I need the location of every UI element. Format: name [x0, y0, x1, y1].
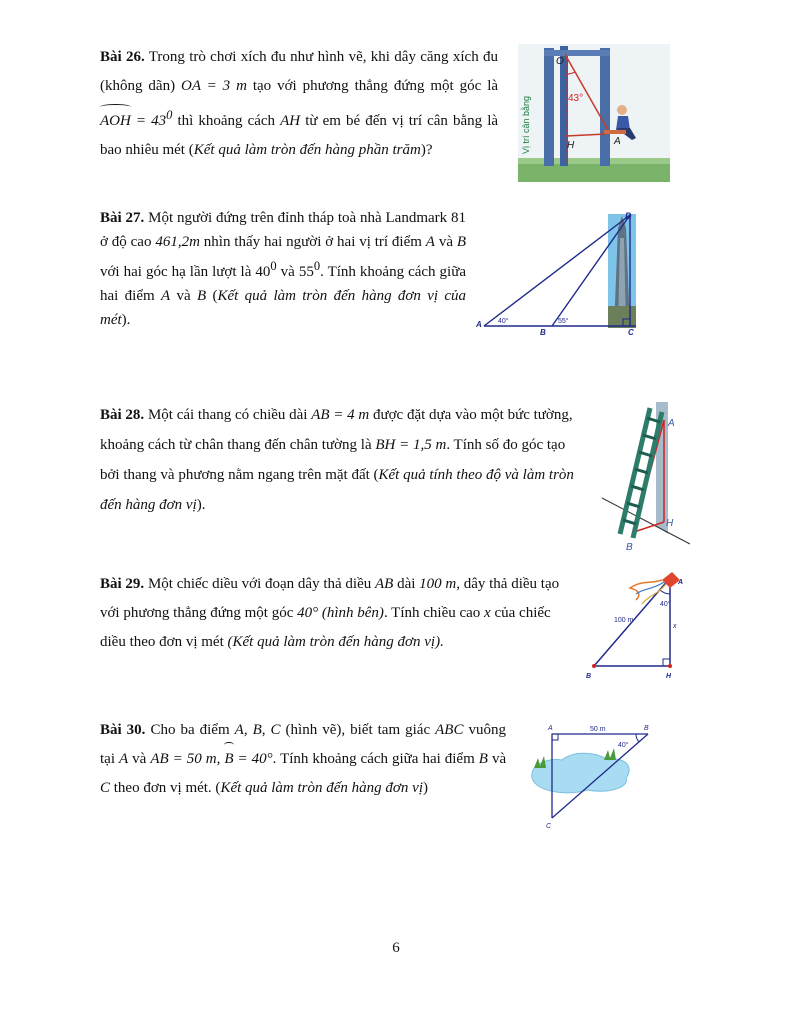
kite-angle: 40° [660, 601, 671, 608]
problem-30-hint: Kết quả làm tròn đến hàng đơn vị [220, 780, 424, 796]
kite-label-h: H [666, 673, 672, 680]
math-ab-50m: AB = 50 m, [150, 751, 221, 767]
swing-label-o: O [556, 56, 564, 67]
problem-28-hint: Kết quả tính theo độ và làm tròn đến hàng đơn vị [100, 467, 574, 513]
math-height: 461,2m [155, 234, 200, 250]
problem-27-title: Bài 27. [100, 210, 145, 226]
grass-right [604, 748, 616, 760]
problem-27-text: Bài 27. Một người đứng trên đỉnh tháp toà nhà Landmark 81 ở độ cao 461,2m nhìn thấy hai người ở hai vị trí điểm A và B với hai góc hạ lần lượt là $40^0$ và $55^0$. Tính khoảng cách giữa hai điểm A và B (Kết quả làm tròn đến hàng đơn vị của mét). [100, 210, 467, 328]
figure-lake [526, 720, 662, 832]
tower-angle-b: 55° [558, 318, 569, 325]
tower-label-b: B [540, 328, 546, 337]
child-head [617, 105, 627, 115]
problem-26-text: Bài 26. Trong trò chơi xích đu như hình vẽ, khi dây căng xích đu (không dãn) OA = 3 m tạo với phương thẳng đứng một góc là AOH = $43^0$ thì khoảng cách AH từ em bé đến vị trí cân bằng là bao nhiêu mét (Kết quả làm tròn đến hàng phần trăm)? [100, 49, 499, 158]
figure-tower [474, 208, 650, 340]
problem-30-text: Bài 30. Cho ba điểm A, B, C (hình vẽ), biết tam giác ABC vuông tại A và AB = 50 m, B = 40°. Tính khoảng cách giữa hai điểm B và C theo đơn vị mét. (Kết quả làm tròn đến hàng đơn vị) [100, 722, 507, 796]
math-oa: OA = 3 m [181, 78, 247, 94]
lake-length: 50 m [590, 726, 606, 733]
tower-label-d: D [625, 211, 632, 221]
tower-angle-a: 40° [498, 318, 509, 325]
swing-label-h: H [567, 140, 575, 151]
problem-26-hint: Kết quả làm tròn đến hàng phần trăm [193, 142, 421, 158]
ladder-diagram [600, 402, 690, 554]
math-angle-b: B = 40° [224, 751, 272, 767]
swing-label-a: A [614, 136, 621, 147]
math-ab-4m: AB = 4 m [311, 407, 370, 423]
swing-seat [604, 130, 626, 134]
math-100m: 100 m [419, 576, 457, 592]
problem-26 [100, 43, 498, 165]
kite-diagram [580, 570, 690, 682]
swing-diagram [518, 44, 670, 182]
tower-diagram [474, 208, 650, 340]
problem-27 [100, 206, 466, 332]
kite-label-a: A [678, 579, 684, 586]
lake-label-b: B [644, 725, 649, 732]
problem-29 [100, 570, 568, 657]
math-angle-40: $40^0$ [255, 259, 277, 280]
math-angle-55: $55^0$ [298, 259, 321, 280]
ladder-label-a: A [668, 418, 675, 429]
tower-label-c: C [628, 328, 634, 337]
swing-caption: Vị trí cân bằng [521, 95, 531, 154]
problem-28-text: Bài 28. Một cái thang có chiều dài AB = 4 m được đặt dựa vào một bức tường, khoảng cách từ chân thang đến chân tường là BH = 1,5 m. Tính số đo góc tạo bởi thang và phương nằm ngang trên mặt đất (Kết quả tính theo độ và làm tròn đến hàng đơn vị). [100, 407, 574, 513]
math-ah: AH [280, 113, 301, 129]
math-ab: AB [374, 576, 394, 592]
math-angle-aoh: AOH = $43^0$ [100, 113, 172, 129]
math-bh: BH = 1,5 m [375, 437, 447, 453]
problem-29-title: Bài 29. [100, 576, 145, 592]
problem-30 [100, 716, 506, 803]
problem-29-hint: (Kết quả làm tròn đến hàng đơn vị). [227, 634, 444, 650]
lake-label-a: A [548, 725, 553, 732]
lake-diagram [526, 720, 662, 832]
problem-29-text: Bài 29. Một chiếc diều với đoạn dây thả diều AB dài 100 m, dây thả diều tạo với phương thẳng đứng một góc 40° (hình bên). Tính chiều cao x của chiếc diều theo đơn vị mét (Kết quả làm tròn đến hàng đơn vị). [100, 576, 560, 650]
math-x: x [484, 605, 491, 621]
figure-kite [580, 570, 690, 682]
math-triangle-abc: ABC [435, 722, 464, 738]
figure-ladder [600, 402, 690, 554]
math-points-abc: A, B, C [234, 722, 281, 738]
lake-label-c: C [546, 823, 552, 830]
page-number: 6 [392, 940, 400, 956]
ladder-label-h: H [666, 518, 674, 529]
ladder-label-b: B [626, 542, 633, 553]
grass-left [534, 756, 546, 768]
problem-28-title: Bài 28. [100, 407, 145, 423]
problem-30-title: Bài 30. [100, 722, 146, 738]
problem-28 [100, 400, 586, 520]
lake-angle: 40° [618, 742, 629, 749]
problem-26-title: Bài 26. [100, 49, 145, 65]
figure-swing [518, 44, 670, 182]
problem-27-hint: Kết quả làm tròn đến hàng đơn vị của mét [100, 288, 467, 328]
kite-graphic [630, 572, 680, 604]
swing-angle-label: 43° [568, 93, 584, 104]
kite-label-b: B [586, 673, 592, 680]
kite-length: 100 m [614, 617, 634, 624]
math-angle-40-deg: 40° [297, 605, 319, 621]
child-body [616, 116, 630, 130]
kite-label-x: x [673, 623, 677, 630]
tower-label-a: A [476, 320, 482, 329]
